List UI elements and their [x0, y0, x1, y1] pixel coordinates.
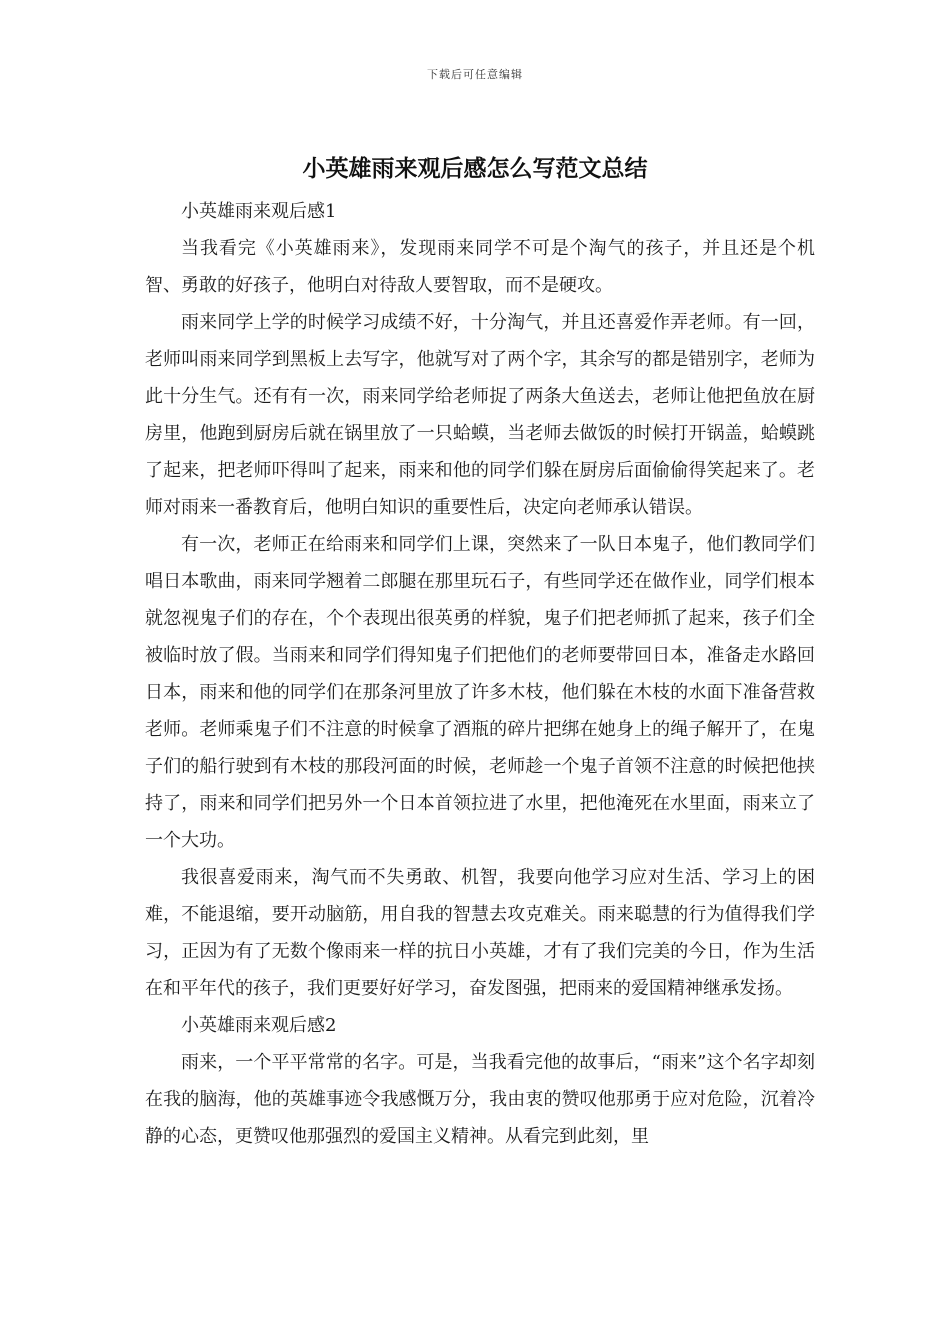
document-title: 小英雄雨来观后感怎么写范文总结: [302, 155, 648, 182]
section-heading-2: 小英雄雨来观后感2: [181, 1015, 337, 1036]
paragraph: 当我看完《小英雄雨来》，发现雨来同学不可是个淘气的孩子，并且还是个机智、勇敢的好孩子，他明白对待敌人要智取，而不是硬攻。: [145, 238, 815, 296]
header-note: 下载后可任意编辑: [427, 68, 523, 81]
paragraph: 我很喜爱雨来，淘气而不失勇敢、机智，我要向他学习应对生活、学习上的困难，不能退缩，要开动脑筋，用自我的智慧去攻克难关。雨来聪慧的行为值得我们学习，正因为有了无数个像雨来一样的抗日小英雄，才有了我们完美的今日，作为生活在和平年代的孩子，我们更要好好学习，奋发图强，把雨来的爱国精神继承发扬。: [145, 867, 815, 999]
section-heading-1: 小英雄雨来观后感1: [181, 201, 337, 222]
paragraph: 雨来同学上学的时候学习成绩不好，十分淘气，并且还喜爱作弄老师。有一回，老师叫雨来同学到黑板上去写字，他就写对了两个字，其余写的都是错别字，老师为此十分生气。还有有一次，雨来同学给老师捉了两条大鱼送去，老师让他把鱼放在厨房里，他跑到厨房后就在锅里放了一只蛤蟆，当老师去做饭的时候打开锅盖，蛤蟆跳了起来，把老师吓得叫了起来，雨来和他的同学们躲在厨房后面偷偷得笑起来了。老师对雨来一番教育后，他明白知识的重要性后，决定向老师承认错误。: [145, 312, 815, 518]
document-body: [145, 193, 815, 1155]
paragraph: 有一次，老师正在给雨来和同学们上课，突然来了一队日本鬼子，他们教同学们唱日本歌曲，雨来同学翘着二郎腿在那里玩石子，有些同学还在做作业，同学们根本就忽视鬼子们的存在，个个表现出很英勇的样貌，鬼子们把老师抓了起来，孩子们全被临时放了假。当雨来和同学们得知鬼子们把他们的老师要带回日本，准备走水路回日本，雨来和他的同学们在那条河里放了许多木枝，他们躲在木枝的水面下准备营救老师。老师乘鬼子们不注意的时候拿了酒瓶的碎片把绑在她身上的绳子解开了，在鬼子们的船行驶到有木枝的那段河面的时候，老师趁一个鬼子首领不注意的时候把他挟持了，雨来和同学们把另外一个日本首领拉进了水里，把他淹死在水里面，雨来立了一个大功。: [145, 534, 815, 851]
paragraph: 雨来，一个平平常常的名字。可是，当我看完他的故事后，“雨来”这个名字却刻在我的脑海，他的英雄事迹令我感慨万分，我由衷的赞叹他那勇于应对危险，沉着冷静的心态，更赞叹他那强烈的爱国主义精神。从看完到此刻，里: [145, 1052, 815, 1147]
